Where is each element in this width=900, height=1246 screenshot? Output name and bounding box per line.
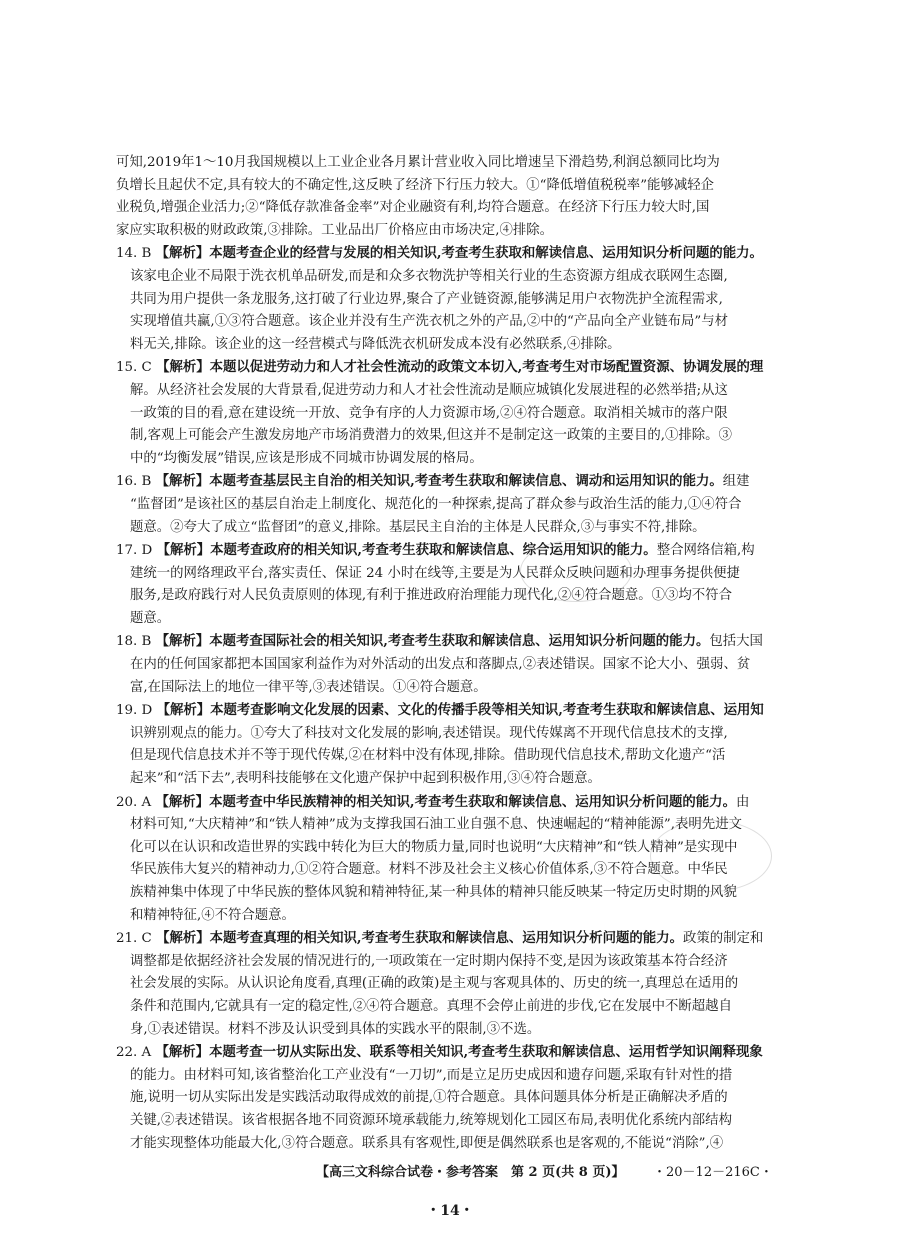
analysis-line: 身,①表述错误。材料不涉及认识受到具体的实践水平的限制,③不选。 bbox=[130, 1021, 541, 1037]
analysis-line: 族精神集中体现了中华民族的整体风貌和精神特征,某一种具体的精神只能反映某一特定历史时期的风貌 bbox=[130, 885, 737, 900]
analysis-line: 华民族伟大复兴的精神动力,①②符合题意。材料不涉及社会主义核心价值体系,③不符合题意。中华民 bbox=[130, 862, 728, 878]
analysis-lead-tail: 包括大国 bbox=[709, 634, 763, 650]
question-number: 15. C bbox=[116, 360, 152, 376]
analysis-line: 但是现代信息技术并不等于现代传媒,②在材料中没有体现,排除。借助现代信息技术,帮助文化遗产“活 bbox=[130, 748, 726, 764]
answer-item-14 bbox=[116, 242, 780, 356]
analysis-line: 施,说明一切从实际出发是实践活动取得成效的前提,①符合题意。具体问题具体分析是正确解决矛盾的 bbox=[130, 1090, 728, 1106]
analysis-lead: 本题考查政府的相关知识,考查考生获取和解读信息、综合运用知识的能力。 bbox=[210, 542, 657, 559]
analysis-line: 共同为用户提供一条龙服务,这打破了行业边界,聚合了产业链资源,能够满足用户衣物洗护全流程需求, bbox=[130, 291, 723, 307]
analysis-tag: 【解析】 bbox=[156, 542, 211, 559]
page-number: ・14・ bbox=[426, 1203, 474, 1219]
answer-item-19 bbox=[116, 699, 780, 790]
question-number: 14. B bbox=[116, 246, 152, 262]
analysis-line: 和精神特征,④不符合题意。 bbox=[130, 907, 295, 923]
analysis-line: 才能实现整体功能最大化,③符合题意。联系具有客观性,即便是偶然联系也是客观的,不能说“消除”,④ bbox=[130, 1135, 724, 1151]
answer-content bbox=[116, 152, 780, 1155]
analysis-tag: 【解析】 bbox=[156, 359, 210, 376]
analysis-line: 题意。②夸大了成立“监督团”的意义,排除。基层民主自治的主体是人民群众,③与事实不符,排除。 bbox=[130, 519, 706, 535]
intro-line: 负增长且起伏不定,具有较大的不确定性,这反映了经济下行压力较大。①“降低增值税税率”能够减轻企 bbox=[116, 177, 714, 193]
analysis-tag: 【解析】 bbox=[155, 473, 210, 490]
analysis-line: 材料可知,“大庆精神”和“铁人精神”成为支撑我国石油工业自强不息、快速崛起的“精神能源”,表明先进文 bbox=[130, 817, 742, 833]
analysis-line: 起来”和“活下去”,表明科技能够在文化遗产保护中起到积极作用,③④符合题意。 bbox=[130, 771, 601, 787]
answer-item-17 bbox=[116, 539, 780, 630]
analysis-tag: 【解析】 bbox=[155, 1044, 210, 1061]
analysis-lead-tail: 组建 bbox=[722, 474, 750, 490]
analysis-line: “监督团”是该社区的基层自治走上制度化、规范化的一种探索,提高了群众参与政治生活的能力,①④符合 bbox=[130, 496, 742, 512]
analysis-tag: 【解析】 bbox=[155, 633, 210, 650]
footer-code: ・20－12－216C・ bbox=[653, 1165, 773, 1180]
analysis-lead: 本题以促进劳动力和人才社会性流动的政策文本切入,考查考生对市场配置资源、协调发展的理 bbox=[209, 359, 764, 376]
analysis-tag: 【解析】 bbox=[155, 245, 210, 262]
analysis-line: 社会发展的实际。从认识论角度看,真理(正确的政策)是主观与客观具体的、历史的统一,真理总在适用的 bbox=[130, 976, 739, 992]
analysis-line: 识辨别观点的能力。①夸大了科技对文化发展的影响,表述错误。现代传媒离不开现代信息技术的支撑, bbox=[130, 725, 728, 741]
intro-line: 家应实取积极的财政政策,③排除。工业品出厂价格应由市场决定,④排除。 bbox=[116, 222, 554, 238]
footer-title: 【高三文科综合试卷・参考答案 第 2 页(共 8 页)】 bbox=[316, 1165, 625, 1180]
analysis-line: 关键,②表述错误。该省根据各地不同资源环境承载能力,统筹规划化工园区布局,表明优化系统内部结构 bbox=[130, 1112, 732, 1128]
page-footer bbox=[0, 1161, 900, 1183]
analysis-lead: 本题考查企业的经营与发展的相关知识,考查考生获取和解读信息、运用知识分析问题的能力。 bbox=[209, 245, 763, 262]
intro-line: 业税负,增强企业活力;②“降低存款准备金率”对企业融资有利,均符合题意。在经济下行压力较大时,国 bbox=[116, 200, 710, 216]
analysis-lead: 本题考查真理的相关知识,考查考生获取和解读信息、运用知识分析问题的能力。 bbox=[209, 930, 683, 947]
answer-item-20 bbox=[116, 791, 780, 928]
analysis-lead-tail: 由 bbox=[735, 794, 750, 810]
answer-item-15 bbox=[116, 356, 780, 470]
analysis-lead: 本题考查中华民族精神的相关知识,考查考生获取和解读信息、运用知识分析问题的能力。 bbox=[209, 793, 736, 810]
intro-line: 可知,2019年1～10月我国规模以上工业企业各月累计营业收入同比增速呈下滑趋势,利润总额同比均为 bbox=[116, 155, 720, 170]
analysis-line: 富,在国际法上的地位一律平等,③表述错误。①④符合题意。 bbox=[130, 679, 487, 695]
answer-item-22 bbox=[116, 1041, 780, 1155]
analysis-lead: 本题考查影响文化发展的因素、文化的传播手段等相关知识,考查考生获取和解读信息、运用知 bbox=[210, 702, 764, 719]
analysis-line: 题意。 bbox=[130, 610, 171, 626]
analysis-line: 在内的任何国家都把本国国家利益作为对外活动的出发点和落脚点,②表述错误。国家不论大小、强弱、贫 bbox=[130, 657, 751, 673]
analysis-line: 料无关,排除。该企业的这一经营模式与降低洗衣机研发成本没有必然联系,④排除。 bbox=[130, 336, 621, 352]
analysis-line: 化可以在认识和改造世界的实践中转化为巨大的物质力量,同时也说明“大庆精神”和“铁人精神”是实现中 bbox=[130, 839, 738, 855]
question-number: 17. D bbox=[116, 543, 153, 559]
answer-item-18 bbox=[116, 630, 780, 699]
analysis-lead-tail: 整合网络信箱,构 bbox=[656, 543, 755, 559]
analysis-lead-tail: 政策的制定和 bbox=[682, 931, 764, 947]
analysis-tag: 【解析】 bbox=[156, 702, 211, 719]
analysis-tag: 【解析】 bbox=[156, 930, 210, 947]
question-number: 18. B bbox=[116, 634, 152, 650]
question-number: 16. B bbox=[116, 474, 152, 490]
analysis-tag: 【解析】 bbox=[155, 793, 210, 810]
analysis-line: 一政策的目的看,意在建设统一开放、竞争有序的人力资源市场,②④符合题意。取消相关城市的落户限 bbox=[130, 405, 728, 421]
analysis-line: 条件和范围内,它就具有一定的稳定性,②④符合题意。真理不会停止前进的步伐,它在发展中不断超越自 bbox=[130, 998, 732, 1014]
analysis-lead: 本题考查基层民主自治的相关知识,考查考生获取和解读信息、调动和运用知识的能力。 bbox=[209, 473, 723, 490]
question-number: 20. A bbox=[116, 794, 152, 810]
analysis-lead: 本题考查国际社会的相关知识,考查考生获取和解读信息、运用知识分析问题的能力。 bbox=[209, 633, 710, 650]
analysis-lead: 本题考查一切从实际出发、联系等相关知识,考查考生获取和解读信息、运用哲学知识阐释现象 bbox=[209, 1044, 763, 1061]
analysis-line: 调整都是依据经济社会发展的情况进行的,一项政策在一定时期内保持不变,是因为该政策基本符合经济 bbox=[130, 953, 728, 969]
analysis-line: 该家电企业不局限于洗衣机单品研发,而是和众多衣物洗护等相关行业的生态资源方组成衣联网生态圈, bbox=[130, 268, 728, 284]
question-number: 22. A bbox=[116, 1045, 152, 1061]
question-number: 19. D bbox=[116, 703, 153, 719]
analysis-line: 制,客观上可能会产生激发房地产市场消费潜力的效果,但这并不是制定这一政策的主要目的,①排除。③ bbox=[130, 428, 732, 444]
intro-paragraph bbox=[116, 152, 780, 242]
analysis-line: 实现增值共赢,①③符合题意。该企业并没有生产洗衣机之外的产品,②中的“产品向全产业链布局”与材 bbox=[130, 314, 728, 330]
analysis-line: 中的“均衡发展”错误,应该是形成不同城市协调发展的格局。 bbox=[130, 450, 483, 466]
analysis-line: 服务,是政府践行对人民负责原则的体现,有利于推进政府治理能力现代化,②④符合题意。①③均不符合 bbox=[130, 588, 732, 604]
answer-item-21 bbox=[116, 927, 780, 1041]
analysis-line: 建统一的网络理政平台,落实责任、保证 24 小时在线等,主要是为人民群众反映问题和办理事务提供便捷 bbox=[130, 565, 740, 581]
answer-item-16 bbox=[116, 470, 780, 539]
question-number: 21. C bbox=[116, 931, 152, 947]
analysis-line: 解。从经济社会发展的大背景看,促进劳动力和人才社会性流动是顺应城镇化发展进程的必然举措;从这 bbox=[130, 382, 728, 398]
analysis-line: 的能力。由材料可知,该省整治化工产业没有“一刀切”,而是立足历史成因和遗存问题,采取有针对性的措 bbox=[130, 1067, 733, 1083]
